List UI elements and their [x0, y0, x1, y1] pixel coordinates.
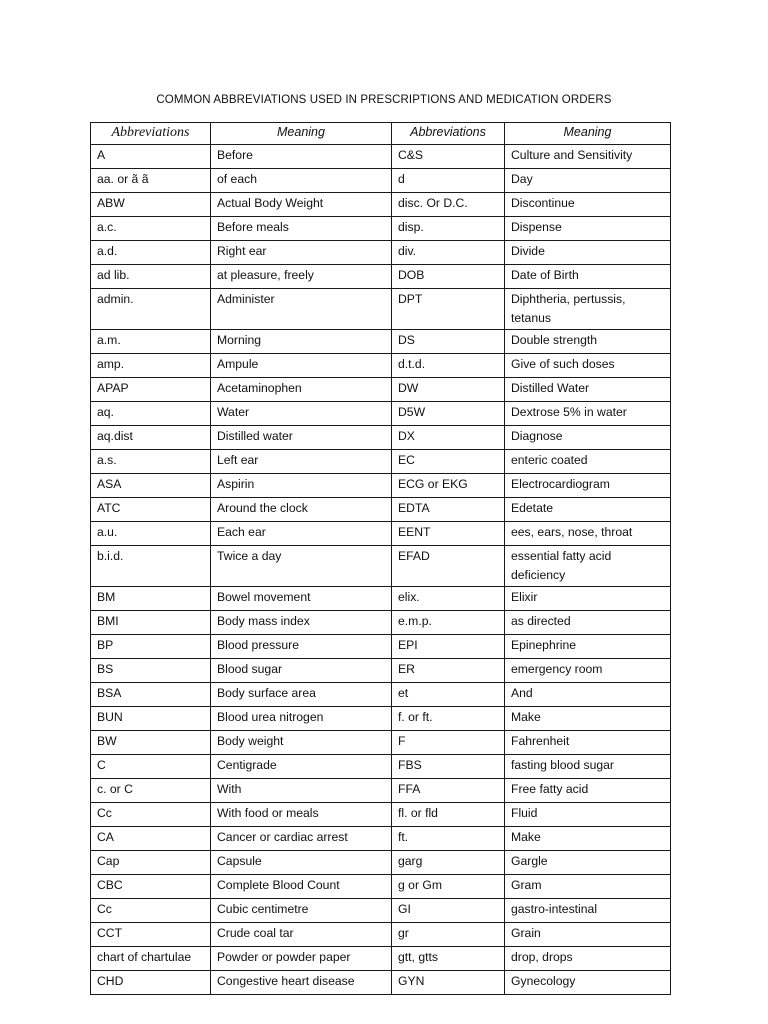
abbreviation-cell: Cc — [91, 899, 211, 923]
table-row — [91, 923, 671, 947]
meaning-cell: Discontinue — [505, 193, 671, 217]
meaning-cell: Diagnose — [505, 426, 671, 450]
abbreviation-cell: disc. Or D.C. — [392, 193, 505, 217]
meaning-cell: Centigrade — [211, 755, 392, 779]
meaning-cell: at pleasure, freely — [211, 265, 392, 289]
abbreviation-cell: EFAD — [392, 546, 505, 587]
abbreviation-cell: ATC — [91, 498, 211, 522]
meaning-cell: Before — [211, 145, 392, 169]
table-row — [91, 522, 671, 546]
abbreviation-cell: BM — [91, 587, 211, 611]
abbreviation-cell: ft. — [392, 827, 505, 851]
meaning-cell: Make — [505, 707, 671, 731]
table-row — [91, 193, 671, 217]
abbreviation-cell: gtt, gtts — [392, 947, 505, 971]
abbreviation-cell: C&S — [392, 145, 505, 169]
abbreviation-cell: EPI — [392, 635, 505, 659]
meaning-cell: Morning — [211, 330, 392, 354]
abbreviation-cell: BS — [91, 659, 211, 683]
abbreviation-cell: DPT — [392, 289, 505, 330]
meaning-cell: Actual Body Weight — [211, 193, 392, 217]
meaning-cell: Capsule — [211, 851, 392, 875]
abbreviation-cell: g or Gm — [392, 875, 505, 899]
header-abbreviations-left: Abbreviations — [91, 123, 211, 145]
meaning-cell: emergency room — [505, 659, 671, 683]
table-row — [91, 827, 671, 851]
meaning-cell: Make — [505, 827, 671, 851]
meaning-cell: Edetate — [505, 498, 671, 522]
meaning-cell: essential fatty acid deficiency — [505, 546, 671, 587]
abbreviation-cell: CBC — [91, 875, 211, 899]
table-row — [91, 707, 671, 731]
abbreviation-cell: ASA — [91, 474, 211, 498]
meaning-cell: Blood sugar — [211, 659, 392, 683]
meaning-cell: gastro-intestinal — [505, 899, 671, 923]
abbreviation-cell: a.d. — [91, 241, 211, 265]
meaning-cell: Aspirin — [211, 474, 392, 498]
document-title: COMMON ABBREVIATIONS USED IN PRESCRIPTIONS AND MEDICATION ORDERS — [156, 94, 612, 106]
abbreviation-cell: CCT — [91, 923, 211, 947]
meaning-cell: Left ear — [211, 450, 392, 474]
abbreviation-cell: ECG or EKG — [392, 474, 505, 498]
abbreviations-table — [90, 122, 671, 995]
header-meaning-left: Meaning — [211, 123, 392, 145]
table-row — [91, 546, 671, 587]
abbreviation-cell: C — [91, 755, 211, 779]
meaning-cell: Dispense — [505, 217, 671, 241]
meaning-cell: Gynecology — [505, 971, 671, 995]
table-row — [91, 611, 671, 635]
abbreviation-cell: BW — [91, 731, 211, 755]
abbreviation-cell: Cc — [91, 803, 211, 827]
meaning-cell: Double strength — [505, 330, 671, 354]
abbreviation-cell: GYN — [392, 971, 505, 995]
abbreviation-cell: amp. — [91, 354, 211, 378]
abbreviation-cell: GI — [392, 899, 505, 923]
table-row — [91, 899, 671, 923]
abbreviation-cell: f. or ft. — [392, 707, 505, 731]
abbreviation-cell: gr — [392, 923, 505, 947]
abbreviation-cell: DS — [392, 330, 505, 354]
meaning-cell: fasting blood sugar — [505, 755, 671, 779]
meaning-cell: Body weight — [211, 731, 392, 755]
meaning-cell: Around the clock — [211, 498, 392, 522]
table-row — [91, 587, 671, 611]
abbreviation-cell: et — [392, 683, 505, 707]
meaning-cell: as directed — [505, 611, 671, 635]
abbreviation-cell: chart of chartulae — [91, 947, 211, 971]
table-body — [91, 145, 671, 995]
table-row — [91, 145, 671, 169]
meaning-cell: Distilled Water — [505, 378, 671, 402]
abbreviation-cell: d — [392, 169, 505, 193]
abbreviation-cell: DX — [392, 426, 505, 450]
abbreviation-cell: a.c. — [91, 217, 211, 241]
meaning-cell: With — [211, 779, 392, 803]
abbreviation-cell: BP — [91, 635, 211, 659]
table-row — [91, 378, 671, 402]
table-row — [91, 354, 671, 378]
meaning-cell: drop, drops — [505, 947, 671, 971]
abbreviation-cell: EC — [392, 450, 505, 474]
abbreviation-cell: D5W — [392, 402, 505, 426]
abbreviation-cell: APAP — [91, 378, 211, 402]
meaning-cell: Free fatty acid — [505, 779, 671, 803]
header-abbreviations-right: Abbreviations — [392, 123, 505, 145]
table-row — [91, 875, 671, 899]
abbreviation-cell: aa. or ã ã — [91, 169, 211, 193]
abbreviation-cell: a.u. — [91, 522, 211, 546]
meaning-cell: Administer — [211, 289, 392, 330]
table-row — [91, 474, 671, 498]
meaning-cell: Each ear — [211, 522, 392, 546]
table-row — [91, 851, 671, 875]
meaning-cell: Give of such doses — [505, 354, 671, 378]
abbreviation-cell: elix. — [392, 587, 505, 611]
meaning-cell: Before meals — [211, 217, 392, 241]
meaning-cell: Diphtheria, pertussis, tetanus — [505, 289, 671, 330]
abbreviation-cell: e.m.p. — [392, 611, 505, 635]
table-row — [91, 947, 671, 971]
table-row — [91, 450, 671, 474]
table-row — [91, 498, 671, 522]
meaning-cell: Powder or powder paper — [211, 947, 392, 971]
abbreviation-cell: BMI — [91, 611, 211, 635]
meaning-cell: Fluid — [505, 803, 671, 827]
table-row — [91, 289, 671, 330]
abbreviation-cell: admin. — [91, 289, 211, 330]
meaning-cell: Gargle — [505, 851, 671, 875]
meaning-cell: Culture and Sensitivity — [505, 145, 671, 169]
abbreviation-cell: aq. — [91, 402, 211, 426]
table-row — [91, 265, 671, 289]
abbreviation-cell: garg — [392, 851, 505, 875]
abbreviation-cell: BSA — [91, 683, 211, 707]
table-row — [91, 803, 671, 827]
abbreviation-cell: b.i.d. — [91, 546, 211, 587]
abbreviation-cell: fl. or fld — [392, 803, 505, 827]
table-row — [91, 402, 671, 426]
abbreviation-cell: FFA — [392, 779, 505, 803]
meaning-cell: Grain — [505, 923, 671, 947]
abbreviation-cell: CA — [91, 827, 211, 851]
table-row — [91, 241, 671, 265]
abbreviation-cell: CHD — [91, 971, 211, 995]
abbreviation-cell: c. or C — [91, 779, 211, 803]
abbreviation-cell: Cap — [91, 851, 211, 875]
abbreviation-cell: A — [91, 145, 211, 169]
abbreviation-cell: BUN — [91, 707, 211, 731]
abbreviation-cell: aq.dist — [91, 426, 211, 450]
meaning-cell: Dextrose 5% in water — [505, 402, 671, 426]
abbreviation-cell: a.m. — [91, 330, 211, 354]
table-row — [91, 217, 671, 241]
abbreviation-cell: d.t.d. — [392, 354, 505, 378]
table-row — [91, 330, 671, 354]
abbreviation-cell: EDTA — [392, 498, 505, 522]
abbreviation-cell: disp. — [392, 217, 505, 241]
meaning-cell: Distilled water — [211, 426, 392, 450]
meaning-cell: Complete Blood Count — [211, 875, 392, 899]
meaning-cell: Blood pressure — [211, 635, 392, 659]
abbreviation-cell: DW — [392, 378, 505, 402]
meaning-cell: enteric coated — [505, 450, 671, 474]
meaning-cell: Twice a day — [211, 546, 392, 587]
meaning-cell: Body surface area — [211, 683, 392, 707]
meaning-cell: Epinephrine — [505, 635, 671, 659]
table-row — [91, 659, 671, 683]
abbreviation-cell: ER — [392, 659, 505, 683]
meaning-cell: Electrocardiogram — [505, 474, 671, 498]
table-row — [91, 683, 671, 707]
meaning-cell: Elixir — [505, 587, 671, 611]
meaning-cell: Crude coal tar — [211, 923, 392, 947]
meaning-cell: Day — [505, 169, 671, 193]
abbreviation-cell: ABW — [91, 193, 211, 217]
table-row — [91, 971, 671, 995]
meaning-cell: Cancer or cardiac arrest — [211, 827, 392, 851]
meaning-cell: Cubic centimetre — [211, 899, 392, 923]
meaning-cell: of each — [211, 169, 392, 193]
abbreviation-cell: EENT — [392, 522, 505, 546]
meaning-cell: Acetaminophen — [211, 378, 392, 402]
meaning-cell: Fahrenheit — [505, 731, 671, 755]
meaning-cell: Water — [211, 402, 392, 426]
table-row — [91, 779, 671, 803]
header-meaning-right: Meaning — [505, 123, 671, 145]
table-row — [91, 426, 671, 450]
meaning-cell: Date of Birth — [505, 265, 671, 289]
meaning-cell: Divide — [505, 241, 671, 265]
table-row — [91, 731, 671, 755]
table-row — [91, 755, 671, 779]
meaning-cell: Gram — [505, 875, 671, 899]
meaning-cell: Blood urea nitrogen — [211, 707, 392, 731]
meaning-cell: With food or meals — [211, 803, 392, 827]
abbreviation-cell: FBS — [392, 755, 505, 779]
abbreviation-cell: ad lib. — [91, 265, 211, 289]
table-row — [91, 169, 671, 193]
meaning-cell: And — [505, 683, 671, 707]
meaning-cell: Body mass index — [211, 611, 392, 635]
meaning-cell: Ampule — [211, 354, 392, 378]
meaning-cell: Right ear — [211, 241, 392, 265]
abbreviation-cell: DOB — [392, 265, 505, 289]
meaning-cell: Bowel movement — [211, 587, 392, 611]
abbreviation-cell: F — [392, 731, 505, 755]
meaning-cell: ees, ears, nose, throat — [505, 522, 671, 546]
abbreviation-cell: div. — [392, 241, 505, 265]
abbreviation-cell: a.s. — [91, 450, 211, 474]
table-row — [91, 635, 671, 659]
meaning-cell: Congestive heart disease — [211, 971, 392, 995]
table-header-row — [91, 123, 671, 145]
